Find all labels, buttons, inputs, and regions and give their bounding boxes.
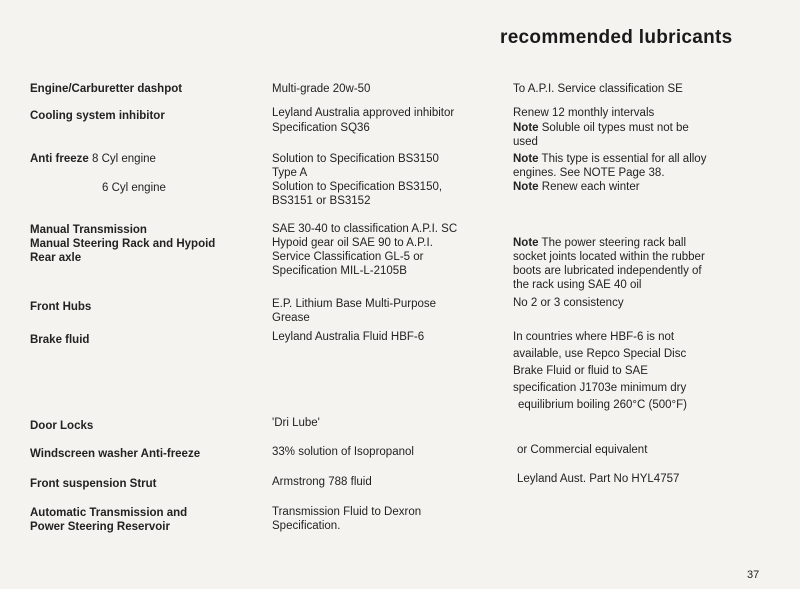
item-auto-1: Automatic Transmission and [30, 507, 188, 519]
item-antifreeze-sub-6cyl: 6 Cyl engine [102, 182, 166, 194]
item-antifreeze [30, 152, 156, 167]
spec-antifreeze-1: Solution to Specification BS3150 [272, 153, 439, 165]
spec-manual-3: Service Classification GL-5 or [272, 251, 424, 263]
note-text: Renew each winter [538, 181, 640, 193]
item-cooling: Cooling system inhibitor [30, 110, 165, 122]
item-washer: Windscreen washer Anti-freeze [30, 448, 201, 460]
note-cooling-1: Renew 12 monthly intervals [513, 107, 655, 119]
note-manual-4: the rack using SAE 40 oil [513, 279, 642, 291]
item-manual-2: Manual Steering Rack and Hypoid [30, 238, 216, 250]
spec-cooling-2: Specification SQ36 [272, 122, 370, 134]
item-brake: Brake fluid [30, 334, 90, 346]
note-washer: or Commercial equivalent [517, 444, 648, 456]
note-hubs: No 2 or 3 consistency [513, 297, 624, 309]
note-brake-4: specification J1703e minimum dry [513, 382, 687, 394]
spec-manual-2: Hypoid gear oil SAE 90 to A.P.I. [272, 237, 433, 249]
item-locks: Door Locks [30, 420, 94, 432]
spec-auto-1: Transmission Fluid to Dexron [272, 506, 422, 518]
spec-strut: Armstrong 788 fluid [272, 476, 372, 488]
note-cooling-3: used [513, 136, 538, 148]
note-manual-3: boots are lubricated independently of [513, 265, 702, 277]
spec-engine: Multi-grade 20w-50 [272, 83, 371, 95]
item-manual-3: Rear axle [30, 252, 82, 264]
item-auto-2: Power Steering Reservoir [30, 521, 170, 533]
spec-antifreeze-3: Solution to Specification BS3150, [272, 181, 443, 193]
note-antifreeze-2: engines. See NOTE Page 38. [513, 167, 665, 179]
spec-hubs-1: E.P. Lithium Base Multi-Purpose [272, 298, 437, 310]
note-engine: To A.P.I. Service classification SE [513, 83, 683, 95]
note-brake-3: Brake Fluid or fluid to SAE [513, 365, 648, 377]
note-cooling-2 [513, 121, 689, 136]
note-brake-2: available, use Repco Special Disc [513, 348, 687, 360]
note-antifreeze-3 [513, 180, 640, 195]
item-antifreeze-label: Anti freeze [30, 153, 89, 165]
note-label: Note [513, 237, 539, 249]
note-manual-2: socket joints located within the rubber [513, 251, 705, 263]
note-text: Soluble oil types must not be [538, 122, 689, 134]
spec-antifreeze-4: BS3151 or BS3152 [272, 195, 371, 207]
item-manual-1: Manual Transmission [30, 224, 147, 236]
page-title: recommended lubricants [500, 27, 733, 48]
note-manual-1 [513, 236, 686, 251]
note-brake-1: In countries where HBF-6 is not [513, 331, 675, 343]
item-strut: Front suspension Strut [30, 478, 157, 490]
note-label: Note [513, 181, 539, 193]
spec-auto-2: Specification. [272, 520, 341, 532]
spec-manual-4: Specification MIL-L-2105B [272, 265, 407, 277]
spec-locks: 'Dri Lube' [272, 417, 320, 429]
note-text: The power steering rack ball [538, 237, 687, 249]
spec-antifreeze-2: Type A [272, 167, 308, 179]
spec-hubs-2: Grease [272, 312, 310, 324]
item-antifreeze-sub-8cyl: 8 Cyl engine [92, 153, 156, 165]
spec-brake: Leyland Australia Fluid HBF-6 [272, 331, 425, 343]
note-label: Note [513, 153, 539, 165]
note-brake-5: equilibrium boiling 260°C (500°F) [518, 399, 688, 411]
item-hubs: Front Hubs [30, 301, 92, 313]
spec-cooling-1: Leyland Australia approved inhibitor [272, 107, 455, 119]
note-label: Note [513, 122, 539, 134]
note-text: This type is essential for all alloy [538, 153, 707, 165]
note-antifreeze-1 [513, 152, 706, 167]
page-number: 37 [747, 569, 760, 581]
item-engine: Engine/Carburetter dashpot [30, 83, 183, 95]
note-strut: Leyland Aust. Part No HYL4757 [517, 473, 680, 485]
spec-washer: 33% solution of Isopropanol [272, 446, 414, 458]
spec-manual-1: SAE 30-40 to classification A.P.I. SC [272, 223, 458, 235]
